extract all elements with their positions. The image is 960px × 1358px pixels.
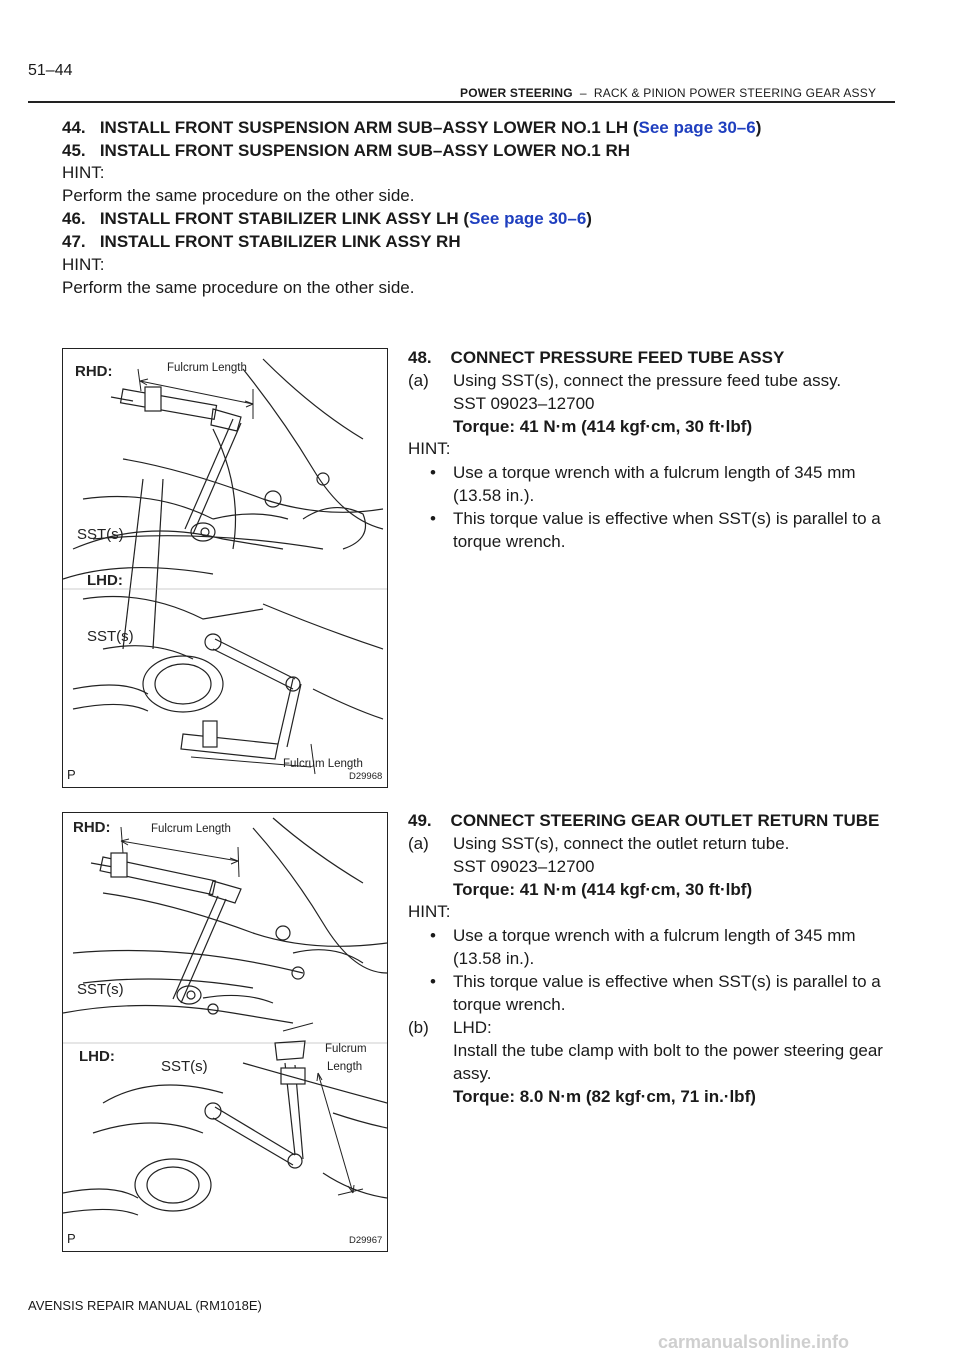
page-number: 51–44 [28, 62, 73, 79]
label-rhd: RHD: [73, 819, 111, 836]
step-45: 45. INSTALL FRONT SUSPENSION ARM SUB–ASSY LOWER NO.1 RH [62, 141, 631, 160]
step-48-torque: Torque: 41 N·m (414 kgf·cm, 30 ft·lbf) [453, 417, 753, 436]
label-rhd: RHD: [75, 363, 113, 380]
step-49-a: (a) [408, 834, 429, 853]
step-49-bullet-2: This torque value is effective when SST(s) is parallel to a [453, 972, 881, 991]
step-49-a-text: Using SST(s), connect the outlet return tube. [453, 834, 790, 853]
step-49-bullet-1-cont: (13.58 in.). [453, 949, 535, 968]
step-48-a: (a) [408, 371, 429, 390]
step-46: 46. INSTALL FRONT STABILIZER LINK ASSY LH (See page 30–6) [62, 209, 592, 228]
step-49-b-title: LHD: [453, 1018, 492, 1037]
illustration-outlet-return-tube [63, 813, 387, 1251]
bullet-dot: • [430, 509, 436, 528]
step-48-sst: SST 09023–12700 [453, 394, 595, 413]
step-49-b: (b) [408, 1018, 429, 1037]
step-49-hint: HINT: [408, 902, 451, 921]
hint-label: HINT: [62, 163, 105, 182]
running-header [460, 86, 876, 100]
step-49-title: 49. CONNECT STEERING GEAR OUTLET RETURN TUBE [408, 811, 880, 830]
label-lhd: LHD: [79, 1048, 115, 1065]
label-sst-upper: SST(s) [77, 981, 124, 998]
hint-text: Perform the same procedure on the other side. [62, 186, 415, 205]
step-49-bullet-1: Use a torque wrench with a fulcrum length of 345 mm [453, 926, 856, 945]
bullet-dot: • [430, 972, 436, 991]
step-48-hint: HINT: [408, 439, 451, 458]
header-separator: – [579, 86, 587, 100]
footer: AVENSIS REPAIR MANUAL (RM1018E) [28, 1298, 262, 1313]
step-47: 47. INSTALL FRONT STABILIZER LINK ASSY RH [62, 232, 461, 251]
see-page-link-46[interactable]: See page 30–6 [469, 209, 587, 228]
illustration-pressure-feed-tube [63, 349, 387, 787]
watermark: carmanualsonline.info [658, 1332, 850, 1352]
step-48-bullet-2: This torque value is effective when SST(s) is parallel to a [453, 509, 881, 528]
bullet-dot: • [430, 463, 436, 482]
step-48-a-text: Using SST(s), connect the pressure feed tube assy. [453, 371, 842, 390]
label-lhd: LHD: [87, 572, 123, 589]
label-length-right: Length [327, 1061, 363, 1073]
step-49-sst: SST 09023–12700 [453, 857, 595, 876]
header-rule [28, 101, 895, 103]
label-fulcrum-length-bottom: Fulcrum Length [283, 758, 363, 770]
label-sst-upper: SST(s) [77, 526, 124, 543]
figure-d29967 [62, 812, 388, 1252]
figure-code: D29968 [349, 771, 383, 782]
label-corner-p: P [67, 767, 76, 782]
step-49-b-text-1: Install the tube clamp with bolt to the power steering gear [453, 1041, 883, 1060]
step-44: 44. INSTALL FRONT SUSPENSION ARM SUB–ASSY LOWER NO.1 LH (See page 30–6) [62, 118, 762, 137]
label-fulcrum-length-top: Fulcrum Length [151, 823, 231, 835]
step-48-bullet-1: Use a torque wrench with a fulcrum length of 345 mm [453, 463, 856, 482]
label-sst-lower: SST(s) [161, 1058, 208, 1075]
hint-text: Perform the same procedure on the other side. [62, 278, 415, 297]
figure-code: D29967 [349, 1235, 383, 1246]
header-section: POWER STEERING [460, 86, 573, 100]
step-48-bullet-2-cont: torque wrench. [453, 532, 566, 551]
see-page-link-44[interactable]: See page 30–6 [638, 118, 756, 137]
label-fulcrum-length-top: Fulcrum Length [167, 362, 247, 374]
label-fulcrum-right: Fulcrum [325, 1043, 367, 1055]
hint-label: HINT: [62, 255, 105, 274]
step-48-title: 48. CONNECT PRESSURE FEED TUBE ASSY [408, 348, 785, 367]
label-sst-lower: SST(s) [87, 628, 134, 645]
step-49-b-torque: Torque: 8.0 N·m (82 kgf·cm, 71 in.·lbf) [453, 1087, 756, 1106]
step-49-b-text-2: assy. [453, 1064, 492, 1083]
step-48-bullet-1-cont: (13.58 in.). [453, 486, 535, 505]
header-subsection: RACK & PINION POWER STEERING GEAR ASSY [593, 86, 877, 100]
step-49-bullet-2-cont: torque wrench. [453, 995, 566, 1014]
step-49-torque: Torque: 41 N·m (414 kgf·cm, 30 ft·lbf) [453, 880, 753, 899]
bullet-dot: • [430, 926, 436, 945]
figure-d29968 [62, 348, 388, 788]
label-corner-p: P [67, 1231, 76, 1246]
